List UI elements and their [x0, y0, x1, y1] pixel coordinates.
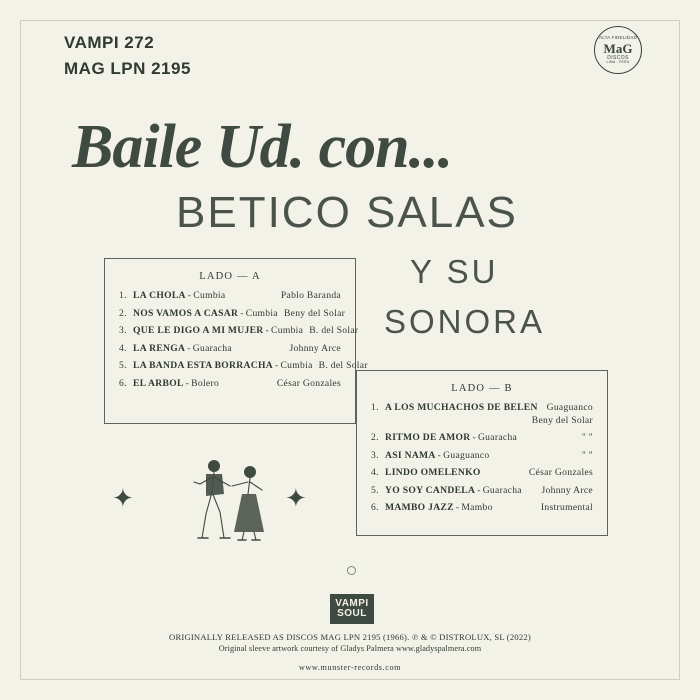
track-title: EL ARBOL — [133, 377, 184, 389]
track-separator: - — [437, 449, 442, 461]
track-separator: - — [265, 325, 270, 337]
catalog-numbers — [64, 30, 191, 83]
track-title: YO SOY CANDELA — [385, 484, 476, 496]
track-title: ASI NAMA — [385, 449, 436, 461]
center-hole-mark-icon — [347, 566, 356, 575]
mag-logo-bottom-text: LIMA - PERU — [606, 59, 630, 64]
track-title: NOS VAMOS A CASAR — [133, 307, 239, 319]
track-row — [371, 433, 593, 444]
track-number: 3. — [119, 325, 127, 337]
track-number: 4. — [371, 467, 379, 479]
track-credit-second-line — [371, 416, 593, 427]
track-row — [371, 503, 593, 514]
tracklist-side-a — [104, 258, 368, 424]
track-row — [371, 486, 593, 497]
track-title: LINDO OMELENKO — [385, 467, 481, 479]
track-number: 1. — [119, 290, 127, 301]
track-genre: Cumbia — [271, 325, 304, 337]
track-genre: Cumbia — [193, 290, 226, 301]
track-genre: Cumbia — [245, 307, 278, 319]
track-genre: Bolero — [191, 377, 220, 389]
track-separator: - — [240, 307, 244, 319]
vampisoul-logo-line-1: VAMPI — [335, 597, 369, 609]
track-credit: Johnny Arce — [541, 484, 593, 496]
track-genre: Guaracha — [482, 484, 522, 496]
side-b-label: LADO — B — [451, 383, 513, 394]
track-number: 1. — [371, 402, 379, 413]
star-ornament-left-icon: ✦ — [112, 484, 134, 513]
track-title: LA RENGA — [133, 342, 186, 354]
track-title: LA BANDA ESTA BORRACHA — [133, 360, 273, 372]
track-genre: Guaguanco — [443, 449, 490, 461]
track-number: 2. — [119, 307, 127, 319]
artist-subtitle-line-1: Y SU — [410, 253, 499, 290]
track-genre: Guaracha — [192, 342, 232, 354]
track-credit-extra: Beny del Solar — [531, 414, 593, 426]
track-row — [119, 344, 341, 355]
track-credit: B. del Solar — [318, 360, 368, 372]
track-credit: " " — [581, 432, 593, 444]
track-credit: Instrumental — [540, 502, 593, 514]
track-title: QUE LE DIGO A MI MUJER — [133, 325, 264, 337]
footer-artwork-line: Original sleeve artwork courtesy of Gladys Palmera www.gladyspalmera.com — [218, 644, 482, 653]
mag-logo-main-text: MaG — [603, 40, 633, 56]
catalog-vampi: VAMPI 272 — [64, 33, 155, 52]
track-genre: Guaracha — [477, 432, 518, 444]
track-number: 6. — [119, 377, 127, 389]
track-separator: - — [274, 360, 279, 372]
vampisoul-logo-line-2: SOUL — [337, 608, 367, 619]
track-credit: César Gonzales — [528, 467, 593, 479]
track-separator: - — [187, 290, 192, 301]
footer-credits — [0, 632, 700, 672]
track-separator: - — [185, 377, 190, 389]
footer-website: www.munster-records.com — [298, 663, 402, 672]
track-title: LA CHOLA — [133, 290, 186, 301]
track-title: RITMO DE AMOR — [385, 432, 471, 444]
artist-subtitle-line-2: SONORA — [384, 303, 546, 340]
dancing-couple-illustration-icon — [176, 452, 286, 544]
artist-name: BETICO SALAS — [176, 188, 518, 237]
track-separator: - — [187, 342, 191, 354]
track-number: 3. — [371, 449, 379, 461]
track-title: MAMBO JAZZ — [385, 502, 454, 514]
track-separator: - — [477, 484, 481, 496]
track-row — [119, 291, 341, 302]
track-row — [371, 468, 593, 479]
vampisoul-logo-icon — [330, 594, 374, 624]
track-title: A LOS MUCHACHOS DE BELEN — [385, 402, 538, 413]
track-number: 6. — [371, 502, 379, 514]
track-credit: Johnny Arce — [289, 342, 341, 354]
track-number: 5. — [119, 360, 127, 372]
track-credit: B. del Solar — [309, 325, 359, 337]
catalog-mag: MAG LPN 2195 — [64, 59, 191, 79]
track-row — [119, 379, 341, 390]
track-row — [371, 403, 593, 414]
track-credit: César Gonzales — [276, 377, 341, 389]
track-credit: " " — [581, 449, 593, 461]
track-separator: - — [472, 432, 476, 444]
track-genre: Mambo — [461, 502, 493, 514]
side-a-label: LADO — A — [199, 271, 261, 282]
star-ornament-right-icon: ✦ — [285, 484, 307, 513]
track-row — [119, 307, 346, 320]
mag-logo-sub-text: DISCOS — [607, 54, 629, 61]
track-credit: Guaguanco — [546, 402, 593, 413]
mag-logo-top-text: ALTA FIDELIDAD — [599, 35, 637, 40]
track-separator: - — [455, 502, 460, 514]
track-genre: Cumbia — [280, 360, 313, 372]
track-number: 2. — [371, 432, 379, 444]
track-credit: Beny del Solar — [283, 307, 346, 319]
track-row — [119, 360, 368, 372]
track-row — [119, 325, 359, 337]
track-row — [371, 451, 593, 462]
track-credit: Pablo Baranda — [280, 290, 341, 301]
track-number: 4. — [119, 342, 127, 354]
tracklist-side-b — [356, 370, 608, 536]
album-title: Baile Ud. con... — [72, 113, 453, 181]
track-number: 5. — [371, 484, 379, 496]
mag-label-logo-icon — [594, 26, 642, 74]
footer-release-line: ORIGINALLY RELEASED AS DISCOS MAG LPN 2195 (1966). ℗ & © DISTROLUX, SL (2022) — [169, 632, 531, 642]
